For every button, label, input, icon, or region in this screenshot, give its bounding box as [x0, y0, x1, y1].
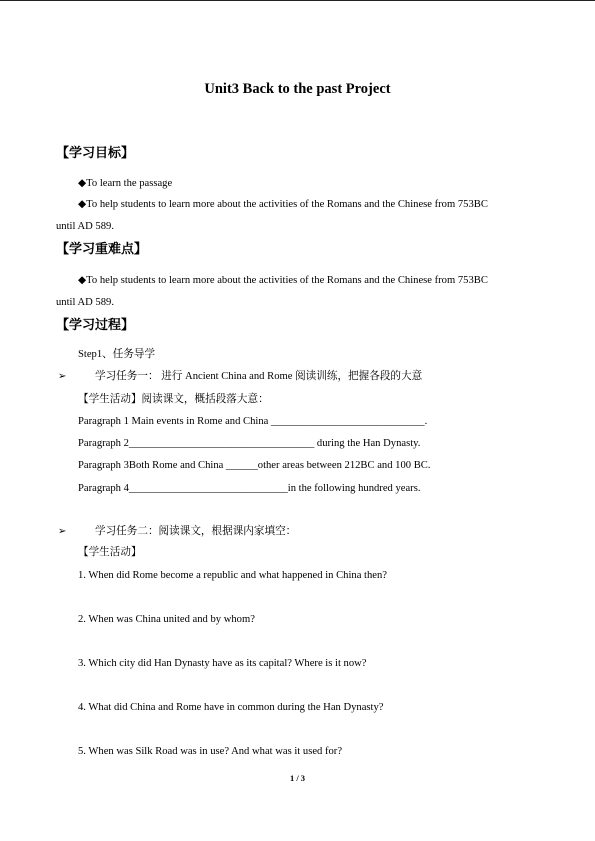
page-number: 1 / 3: [289, 773, 306, 783]
page-top-border: [0, 0, 595, 1]
task2-activity: 【学生活动】: [78, 547, 142, 558]
key-point-line-1: ◆To help students to learn more about the activities of the Romans and the Chinese from 753BC: [78, 275, 488, 286]
question-1: 1. When did Rome become a republic and what happened in China then?: [78, 570, 387, 581]
paragraph3-prompt: Paragraph 3Both Rome and China ______other areas between 212BC and 100 BC.: [78, 460, 431, 471]
heading-objectives: 【学习目标】: [56, 146, 135, 161]
paragraph2-prompt: Paragraph 2___________________________________ during the Han Dynasty.: [78, 438, 421, 449]
step1-label: Step1、任务导学: [78, 349, 156, 360]
task1-text: 学习任务一： 进行 Ancient China and Rome 阅读训练，把握各段的大意: [95, 371, 423, 382]
task2-arrow-icon: ➢: [58, 526, 67, 537]
task1-activity: 【学生活动】阅读课文，概括段落大意：: [78, 394, 269, 405]
question-5: 5. When was Silk Road was in use? And what was it used for?: [78, 746, 343, 757]
objective-item-1: ◆To learn the passage: [78, 178, 173, 189]
objective-item-2-line-1: ◆To help students to learn more about the activities of the Romans and the Chinese from 753BC: [78, 199, 488, 210]
heading-key-points: 【学习重难点】: [56, 242, 148, 257]
task2-text: 学习任务二：阅读课文，根据课内家填空：: [95, 526, 297, 537]
heading-process: 【学习过程】: [56, 318, 135, 333]
question-2: 2. When was China united and by whom?: [78, 614, 255, 625]
paragraph1-prompt: Paragraph 1 Main events in Rome and China _____________________________.: [78, 416, 428, 427]
objective-item-2-line-2: until AD 589.: [56, 221, 114, 232]
question-4: 4. What did China and Rome have in common during the Han Dynasty?: [78, 702, 384, 713]
task1-arrow-icon: ➢: [58, 371, 67, 382]
document-title: Unit3 Back to the past Project: [204, 81, 391, 97]
question-3: 3. Which city did Han Dynasty have as its capital? Where is it now?: [78, 658, 367, 669]
key-point-line-2: until AD 589.: [56, 297, 114, 308]
paragraph4-prompt: Paragraph 4______________________________in the following hundred years.: [78, 483, 421, 494]
